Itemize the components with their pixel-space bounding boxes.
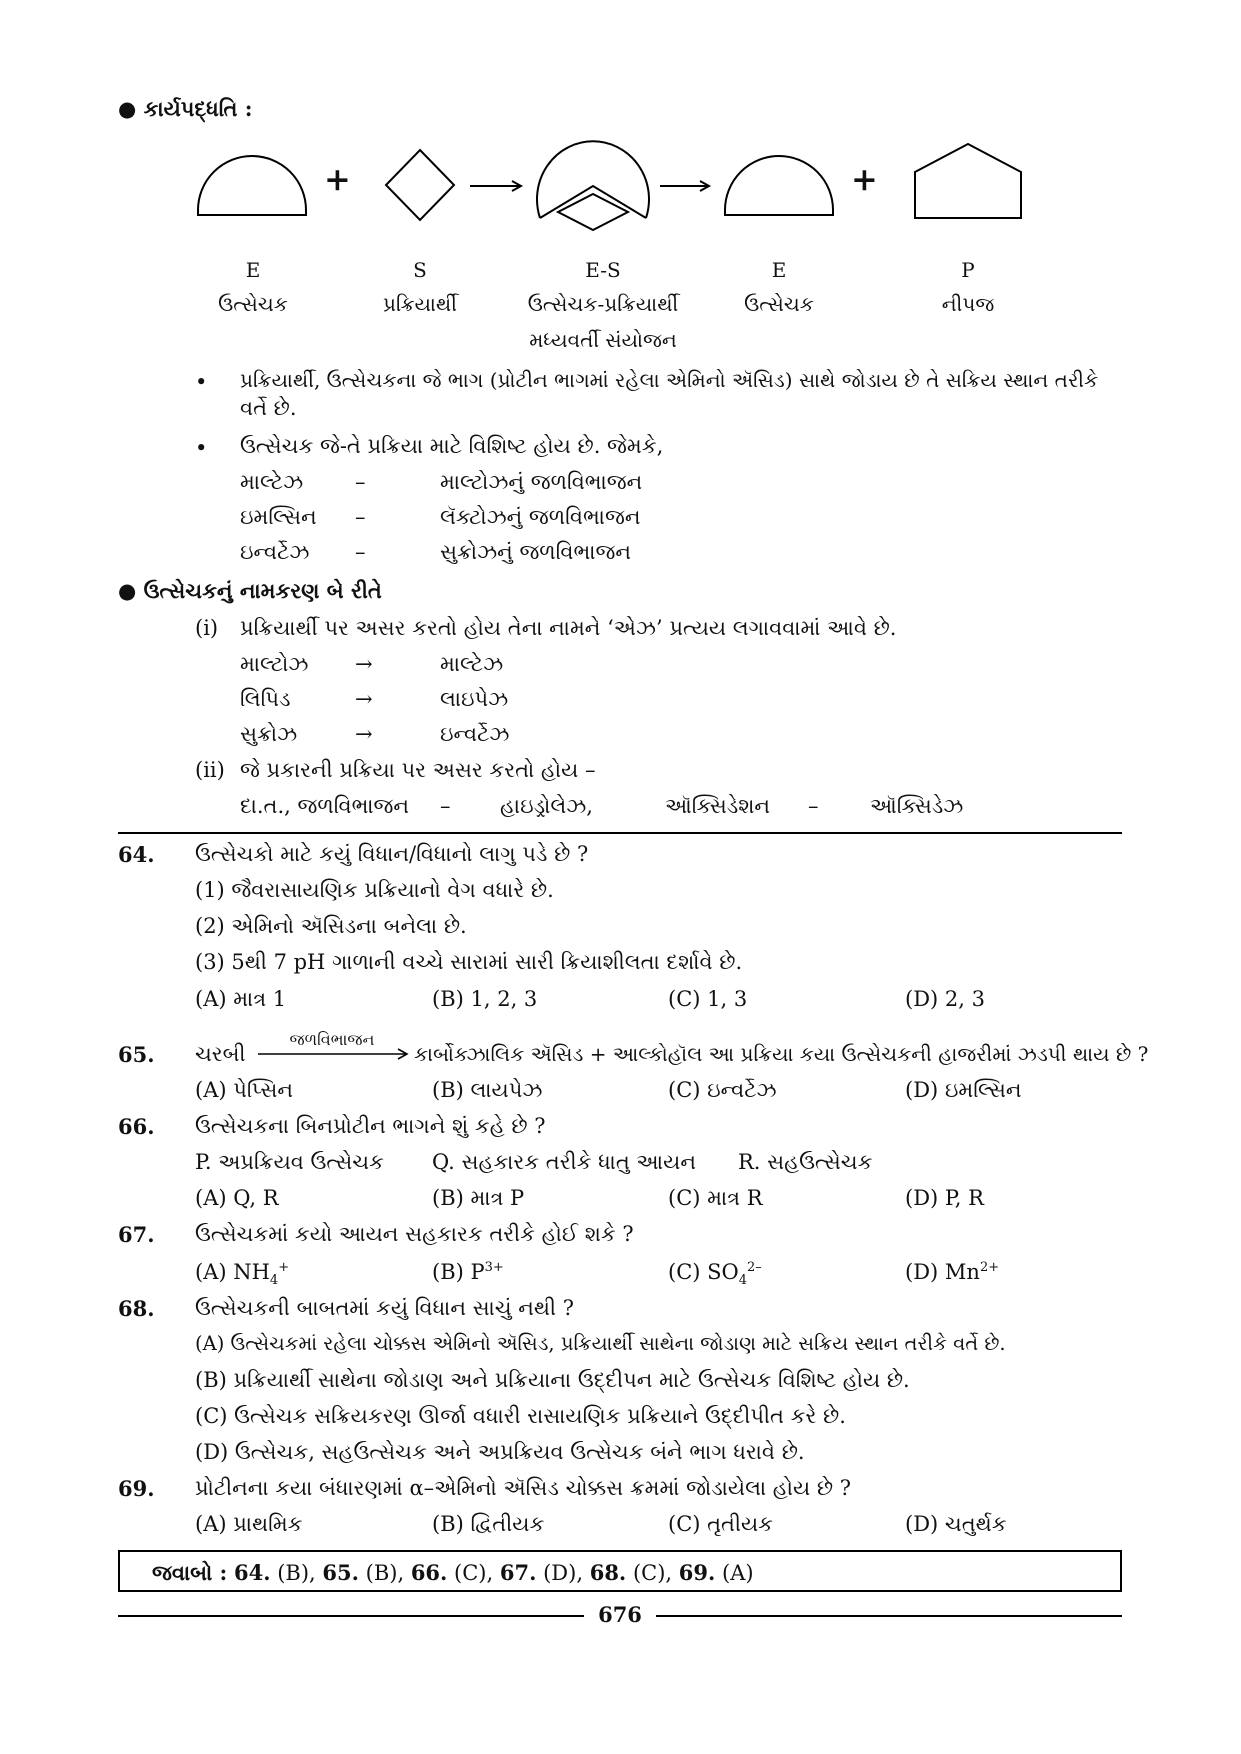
statement: Q. સહકારક તરીકે ધાતુ આયન: [432, 1150, 696, 1174]
arrow-label: જળવિભાજન: [289, 1030, 375, 1049]
question-number: 65.: [118, 1042, 155, 1067]
naming-i-text: પ્રક્રિયાર્થી પર અસર કરતો હોય તેના નામને ‘એઝ’ પ્રત્યય લગાવવામાં આવે છે.: [240, 616, 897, 640]
methodology-heading: ● કાર્યપદ્ધતિ :: [118, 96, 253, 121]
es-complex-shape: [537, 141, 649, 230]
question-text: ઉત્સેચકો માટે કયું વિધાન/વિધાનો લાગુ પડે છે ?: [195, 842, 589, 866]
example-from: માલ્ટોઝ: [240, 652, 309, 676]
enzyme-name: ઇન્વર્ટેઝ: [240, 540, 310, 564]
example-to: માલ્ટેઝ: [440, 652, 504, 676]
answers-box: [118, 1550, 1122, 1592]
enzyme-shape: [198, 156, 306, 215]
option-d: (D) P, R: [905, 1186, 984, 1210]
question-text: ઉત્સેચકના બિનપ્રોટીન ભાગને શું કહે છે ?: [195, 1114, 546, 1138]
question-text: ઉત્સેચકની બાબતમાં કયું વિધાન સાચું નથી ?: [195, 1296, 574, 1320]
option-c: (C) તૃતીયક: [668, 1512, 774, 1536]
dash: –: [355, 540, 366, 564]
footer-rule-left: [118, 1615, 584, 1617]
dash: –: [808, 794, 819, 818]
question-text: ઉત્સેચકમાં કયો આયન સહકારક તરીકે હોઈ શકે ?: [195, 1222, 634, 1246]
question-text: પ્રોટીનના કયા બંધારણમાં α–એમિનો ઍસિડ ચોક્કસ ક્રમમાં જોડાયેલા હોય છે ?: [195, 1476, 852, 1500]
option-c: (C) ઇન્વર્ટેઝ: [668, 1078, 777, 1102]
arrow-icon: →: [355, 722, 373, 746]
footer-rule-right: [656, 1615, 1122, 1617]
statement: (2) એમિનો ઍસિડના બનેલા છે.: [195, 914, 467, 938]
dash: –: [440, 794, 451, 818]
reaction-arrow-icon: [256, 1046, 412, 1062]
enzyme-action: સુક્રોઝનું જળવિભાજન: [440, 540, 631, 564]
question-number: 67.: [118, 1222, 155, 1247]
option-a: (A) પેપ્સિન: [195, 1078, 294, 1102]
option-c: (C) $SO_4^{2-}$: [668, 1260, 762, 1289]
page-number: 676: [598, 1602, 642, 1627]
substrate-shape: [386, 150, 454, 220]
option-b: (B) લાયપેઝ: [432, 1078, 543, 1102]
label-e2-name: ઉત્સેચક: [744, 292, 814, 316]
naming-ii-text: જે પ્રકારની પ્રક્રિયા પર અસર કરતો હોય –: [240, 758, 596, 782]
option-b: (B) દ્વિતીયક: [432, 1512, 545, 1536]
label-e-symbol: E: [245, 258, 261, 282]
option-d: (D) ઇમલ્સિન: [905, 1078, 1022, 1102]
option-c: (C) 1, 3: [668, 987, 748, 1011]
section-divider: [118, 832, 1122, 834]
statement: P. અપ્રક્રિયવ ઉત્સેચક: [195, 1150, 384, 1174]
question-number: 68.: [118, 1296, 155, 1321]
label-es-symbol: E-S: [585, 258, 621, 282]
option-c: (C) ઉત્સેચક સક્રિયકરણ ઊર્જા વધારી રાસાયણિક પ્રક્રિયાને ઉદ્દીપીત કરે છે.: [195, 1404, 846, 1428]
option-d: (D) 2, 3: [905, 987, 985, 1011]
plus-sign-2: +: [851, 160, 878, 198]
option-a: (A) ઉત્સેચકમાં રહેલા ચોક્કસ એમિનો ઍસિડ, પ્રક્રિયાર્થી સાથેના જોડાણ માટે સક્રિય સ્થાન તરીકે વર્તે છે.: [195, 1332, 1006, 1355]
dash: –: [355, 470, 366, 494]
enzyme-action: લૅક્ટોઝનું જળવિભાજન: [440, 505, 641, 529]
bullet-1-text: પ્રક્રિયાર્થી, ઉત્સેચકના જે ભાગ (પ્રોટીન ભાગમાં રહેલા એમિનો ઍસિડ) સાથે જોડાય છે તે સક્રિય સ્થાન તરીકે: [240, 368, 1099, 392]
option-d: (D) ઉત્સેચક, સહઉત્સેચક અને અપ્રક્રિયવ ઉત્સેચક બંને ભાગ ધરાવે છે.: [195, 1440, 805, 1464]
option-c: (C) માત્ર R: [668, 1186, 763, 1210]
option-b: (B) 1, 2, 3: [432, 987, 538, 1011]
label-es-name: ઉત્સેચક-પ્રક્રિયાર્થી: [527, 292, 679, 316]
option-d: (D) ચતુર્થક: [905, 1512, 1007, 1536]
bullet-dot: •: [195, 370, 208, 394]
bullet-dot: ●: [118, 96, 144, 121]
dash: –: [355, 505, 366, 529]
enzyme-shape-2: [725, 156, 833, 215]
label-p-symbol: P: [961, 258, 975, 282]
option-a: (A) માત્ર 1: [195, 987, 287, 1011]
bullet-dot: ●: [118, 578, 144, 603]
naming-ii-example-c: ઑક્સિડેશન: [665, 794, 771, 818]
example-from: સુક્રોઝ: [240, 722, 298, 746]
naming-ii-num: (ii): [195, 758, 225, 782]
enzyme-name: માલ્ટેઝ: [240, 470, 304, 494]
label-p-name: નીપજ: [941, 292, 995, 316]
option-a: (A) $NH_4^+$: [195, 1260, 290, 1289]
option-a: (A) Q, R: [195, 1186, 279, 1210]
question-number: 64.: [118, 842, 155, 867]
product-shape: [915, 144, 1021, 218]
naming-heading: ● ઉત્સેચકનું નામકરણ બે રીતે: [118, 578, 382, 603]
example-from: લિપિડ: [240, 687, 291, 711]
statement: (1) જૈવરાસાયણિક પ્રક્રિયાનો વેગ વધારે છે.: [195, 878, 554, 902]
option-d: (D) $Mn^{2+}$: [905, 1260, 1000, 1284]
bullet-dot: •: [195, 436, 208, 460]
label-s-name: પ્રક્રિયાર્થી: [383, 292, 457, 316]
arrow-2: [660, 181, 709, 191]
bullet-1-cont: વર્તે છે.: [240, 396, 297, 420]
question-post: કાર્બોક્ઝાલિક ઍસિડ + આલ્કોહૉલ આ પ્રક્રિયા કયા ઉત્સેચકની હાજરીમાં ઝડપી થાય છે ?: [414, 1042, 1149, 1066]
enzyme-substrate-diagram: [0, 130, 1241, 260]
enzyme-name: ઇમલ્સિન: [240, 505, 317, 529]
example-to: ઇન્વર્ટેઝ: [440, 722, 510, 746]
option-b: (B) માત્ર P: [432, 1186, 525, 1210]
enzyme-action: માલ્ટોઝનું જળવિભાજન: [440, 470, 643, 494]
label-es-extra: મધ્યવર્તી સંયોજન: [529, 328, 677, 352]
question-number: 66.: [118, 1114, 155, 1139]
label-s-symbol: S: [413, 258, 427, 282]
statement: R. સહઉત્સેચક: [738, 1150, 873, 1174]
naming-ii-example-b: હાઇડ્રોલેઝ,: [500, 794, 593, 818]
option-b: (B) $P^{3+}$: [432, 1260, 504, 1284]
plus-sign-1: +: [324, 160, 351, 198]
arrow-icon: →: [355, 687, 373, 711]
arrow-icon: →: [355, 652, 373, 676]
option-b: (B) પ્રક્રિયાર્થી સાથેના જોડાણ અને પ્રક્રિયાના ઉદ્દીપન માટે ઉત્સેચક વિશિષ્ટ હોય છે.: [195, 1368, 910, 1392]
arrow-1: [470, 181, 521, 191]
statement: (3) 5થી 7 pH ગાળાની વચ્ચે સારામાં સારી ક્રિયાશીલતા દર્શાવે છે.: [195, 950, 743, 974]
label-e2-symbol: E: [771, 258, 787, 282]
question-number: 69.: [118, 1476, 155, 1501]
question-pre: ચરબી: [195, 1042, 246, 1066]
example-to: લાઇપેઝ: [440, 687, 509, 711]
naming-ii-example-d: ઑક્સિડેઝ: [870, 794, 964, 818]
answers-line: જવાબો : 64. (B), 65. (B), 66. (C), 67. (D), 68. (C), 69. (A): [152, 1560, 754, 1585]
bullet-2-text: ઉત્સેચક જે-તે પ્રક્રિયા માટે વિશિષ્ટ હોય છે. જેમકે,: [240, 434, 664, 458]
option-a: (A) પ્રાથમિક: [195, 1512, 303, 1536]
label-e-name: ઉત્સેચક: [218, 292, 288, 316]
naming-ii-example-a: દા.ત., જળવિભાજન: [240, 794, 410, 818]
naming-i-num: (i): [195, 616, 219, 640]
